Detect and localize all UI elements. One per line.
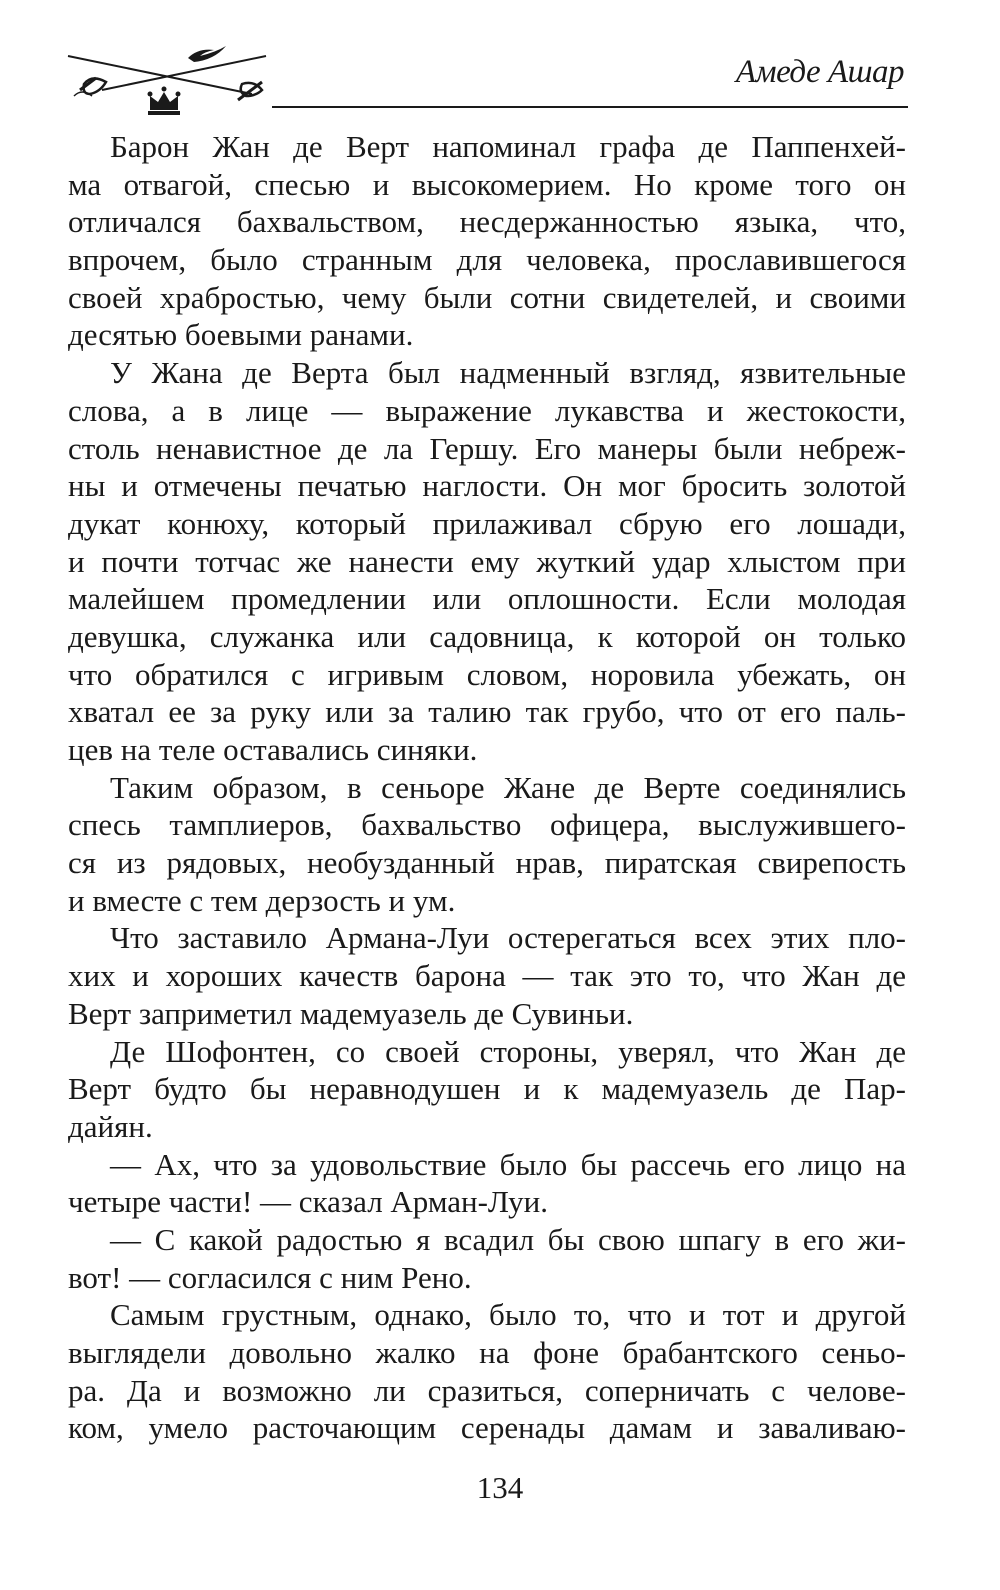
text-line: Таким образом, в сеньоре Жане де Верте соединялись — [110, 769, 906, 805]
paragraph — [68, 1221, 906, 1296]
text-line: и почти тотчас же нанести ему жуткий удар хлыстом при — [68, 543, 906, 579]
text-line: Что заставило Армана-Луи остерегаться всех этих пло- — [110, 920, 906, 956]
text-line: Верт будто бы неравнодушен и к мадемуазель де Пар- — [68, 1071, 906, 1107]
text-line: ны и отмечены печатью наглости. Он мог бросить золотой — [68, 468, 906, 504]
text-line: — С какой радостью я всадил бы свою шпагу в его жи- — [110, 1221, 906, 1257]
paragraph — [68, 354, 906, 769]
text-line: малейшем промедлении или оплошности. Если молодая — [68, 581, 906, 617]
text-line: Де Шофонтен, со своей стороны, уверял, что Жан де — [110, 1033, 906, 1069]
paragraph — [68, 1296, 906, 1447]
text-line: дукат конюху, который прилаживал сбрую его лошади, — [68, 505, 906, 541]
text-line: ся из рядовых, необузданный нрав, пиратская свирепость — [68, 845, 906, 881]
text-line: выглядели довольно жалко на фоне брабантского сеньо- — [68, 1335, 906, 1370]
header-rule — [272, 106, 908, 108]
text-line: ма отвагой, спесью и высокомерием. Но кроме того он — [68, 166, 906, 202]
text-line: отличался бахвальством, несдержанностью языка, что, — [68, 204, 906, 240]
text-line: что обратился с игривым словом, норовила убежать, он — [68, 656, 906, 692]
text-line: — Ах, что за удовольствие было бы рассечь его лицо на — [110, 1146, 906, 1182]
text-line: столь ненавистное де ла Гершу. Его манеры были небреж- — [68, 430, 906, 466]
paragraph — [68, 919, 906, 1032]
text-line: хватал ее за руку или за талию так грубо, что от его паль- — [68, 694, 906, 730]
text-line: впрочем, было странным для человека, прославившегося — [68, 242, 906, 278]
text-line: ком, умело расточающим серенады дамам и заваливаю- — [68, 1410, 906, 1446]
text-line: ра. Да и возможно ли сразиться, соперничать с человe- — [68, 1372, 906, 1408]
paragraph — [68, 128, 906, 354]
text-line: и вместе с тем дерзость и ум. — [68, 882, 456, 918]
paragraph — [68, 769, 906, 920]
text-line: вот! — согласился с ним Рено. — [68, 1259, 472, 1295]
text-line: дайян. — [68, 1108, 153, 1144]
text-line: спесь тамплиеров, бахвальство офицера, выслужившего- — [68, 807, 906, 843]
text-line: Самым грустным, однако, было то, что и тот и другой — [110, 1297, 906, 1333]
text-line: цев на теле оставались синяки. — [68, 732, 478, 767]
text-line: Верт заприметил мадемуазель де Сувиньи. — [68, 995, 634, 1031]
text-line: своей храбростью, чему были сотни свидетелей, и своими — [68, 279, 906, 315]
text-line: десятью боевыми ранами. — [68, 317, 414, 353]
text-line: четыре части! — сказал Арман-Луи. — [68, 1184, 549, 1220]
paragraph — [68, 1146, 906, 1221]
text-line: У Жана де Верта был надменный взгляд, язвительные — [110, 355, 906, 391]
crossed-swords-crown-icon — [66, 38, 276, 118]
text-line: хих и хороших качеств барона — так это то, что Жан де — [68, 958, 906, 994]
text-line: слова, а в лице — выражение лукавства и жестокости, — [68, 392, 906, 428]
page-number: 134 — [476, 1470, 524, 1505]
text-line: Барон Жан де Верт напоминал графа де Паппенхей- — [110, 129, 906, 164]
header-author: Амеде Ашар — [735, 54, 904, 90]
text-line: девушка, служанка или садовница, к которой он только — [68, 618, 906, 654]
body-text — [68, 128, 906, 1447]
paragraph — [68, 1033, 906, 1146]
running-header — [66, 38, 908, 118]
